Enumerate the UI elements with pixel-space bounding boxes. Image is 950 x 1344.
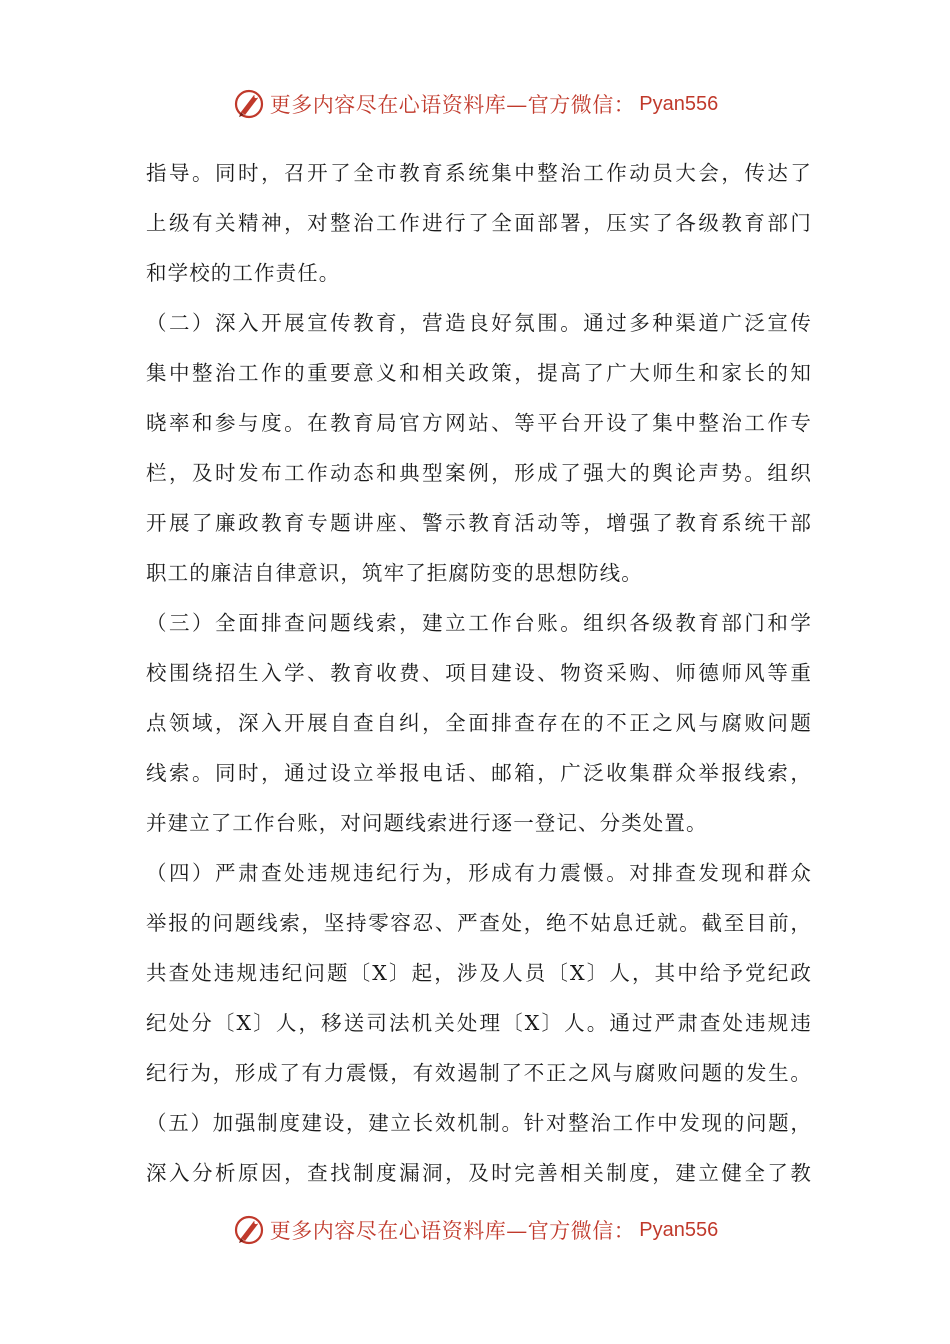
text-line: 指导。同时，召开了全市教育系统集中整治工作动员大会，传达了 [146, 161, 812, 185]
document-body [146, 148, 812, 1198]
text-line: 和学校的工作责任。 [146, 261, 341, 285]
watermark-footer [0, 1210, 950, 1250]
text-line: 上级有关精神，对整治工作进行了全面部署，压实了各级教育部门 [146, 211, 812, 235]
text-line: 深入分析原因，查找制度漏洞，及时完善相关制度，建立健全了教 [146, 1161, 812, 1185]
watermark-text: 更多内容尽在心语资料库—官方微信： [269, 1219, 636, 1243]
text-line: （四）严肃查处违规违纪行为，形成有力震慑。对排查发现和群众 [146, 861, 812, 885]
text-line: 纪处分〔X〕人，移送司法机关处理〔X〕人。通过严肃查处违规违 [146, 1011, 812, 1035]
text-line: 开展了廉政教育专题讲座、警示教育活动等，增强了教育系统干部 [146, 511, 812, 535]
watermark-id: Pyan556 [639, 1218, 719, 1241]
text-line: （五）加强制度建设，建立长效机制。针对整治工作中发现的问题， [146, 1111, 812, 1135]
text-line: 晓率和参与度。在教育局官方网站、等平台开设了集中整治工作专 [146, 411, 812, 435]
watermark-header [0, 84, 950, 124]
text-line: （二）深入开展宣传教育，营造良好氛围。通过多种渠道广泛宣传 [146, 311, 812, 335]
watermark-text: 更多内容尽在心语资料库—官方微信： [269, 93, 636, 117]
text-line: 共查处违规违纪问题〔X〕起，涉及人员〔X〕人，其中给予党纪政 [146, 961, 812, 985]
pen-logo-icon [232, 1213, 266, 1247]
text-line: （三）全面排查问题线索，建立工作台账。组织各级教育部门和学 [146, 611, 812, 635]
text-line: 线索。同时，通过设立举报电话、邮箱，广泛收集群众举报线索， [146, 761, 812, 785]
text-line: 集中整治工作的重要意义和相关政策，提高了广大师生和家长的知 [146, 361, 812, 385]
text-line: 职工的廉洁自律意识，筑牢了拒腐防变的思想防线。 [146, 561, 643, 585]
text-line: 栏，及时发布工作动态和典型案例，形成了强大的舆论声势。组织 [146, 461, 812, 485]
watermark-id: Pyan556 [639, 92, 719, 115]
text-line: 举报的问题线索，坚持零容忍、严查处，绝不姑息迁就。截至目前， [146, 911, 812, 935]
text-line: 纪行为，形成了有力震慑，有效遏制了不正之风与腐败问题的发生。 [146, 1061, 812, 1085]
text-line: 点领域，深入开展自查自纠，全面排查存在的不正之风与腐败问题 [146, 711, 812, 735]
text-line: 并建立了工作台账，对问题线索进行逐一登记、分类处置。 [146, 811, 708, 835]
pen-logo-icon [232, 87, 266, 121]
text-line: 校围绕招生入学、教育收费、项目建设、物资采购、师德师风等重 [146, 661, 812, 685]
